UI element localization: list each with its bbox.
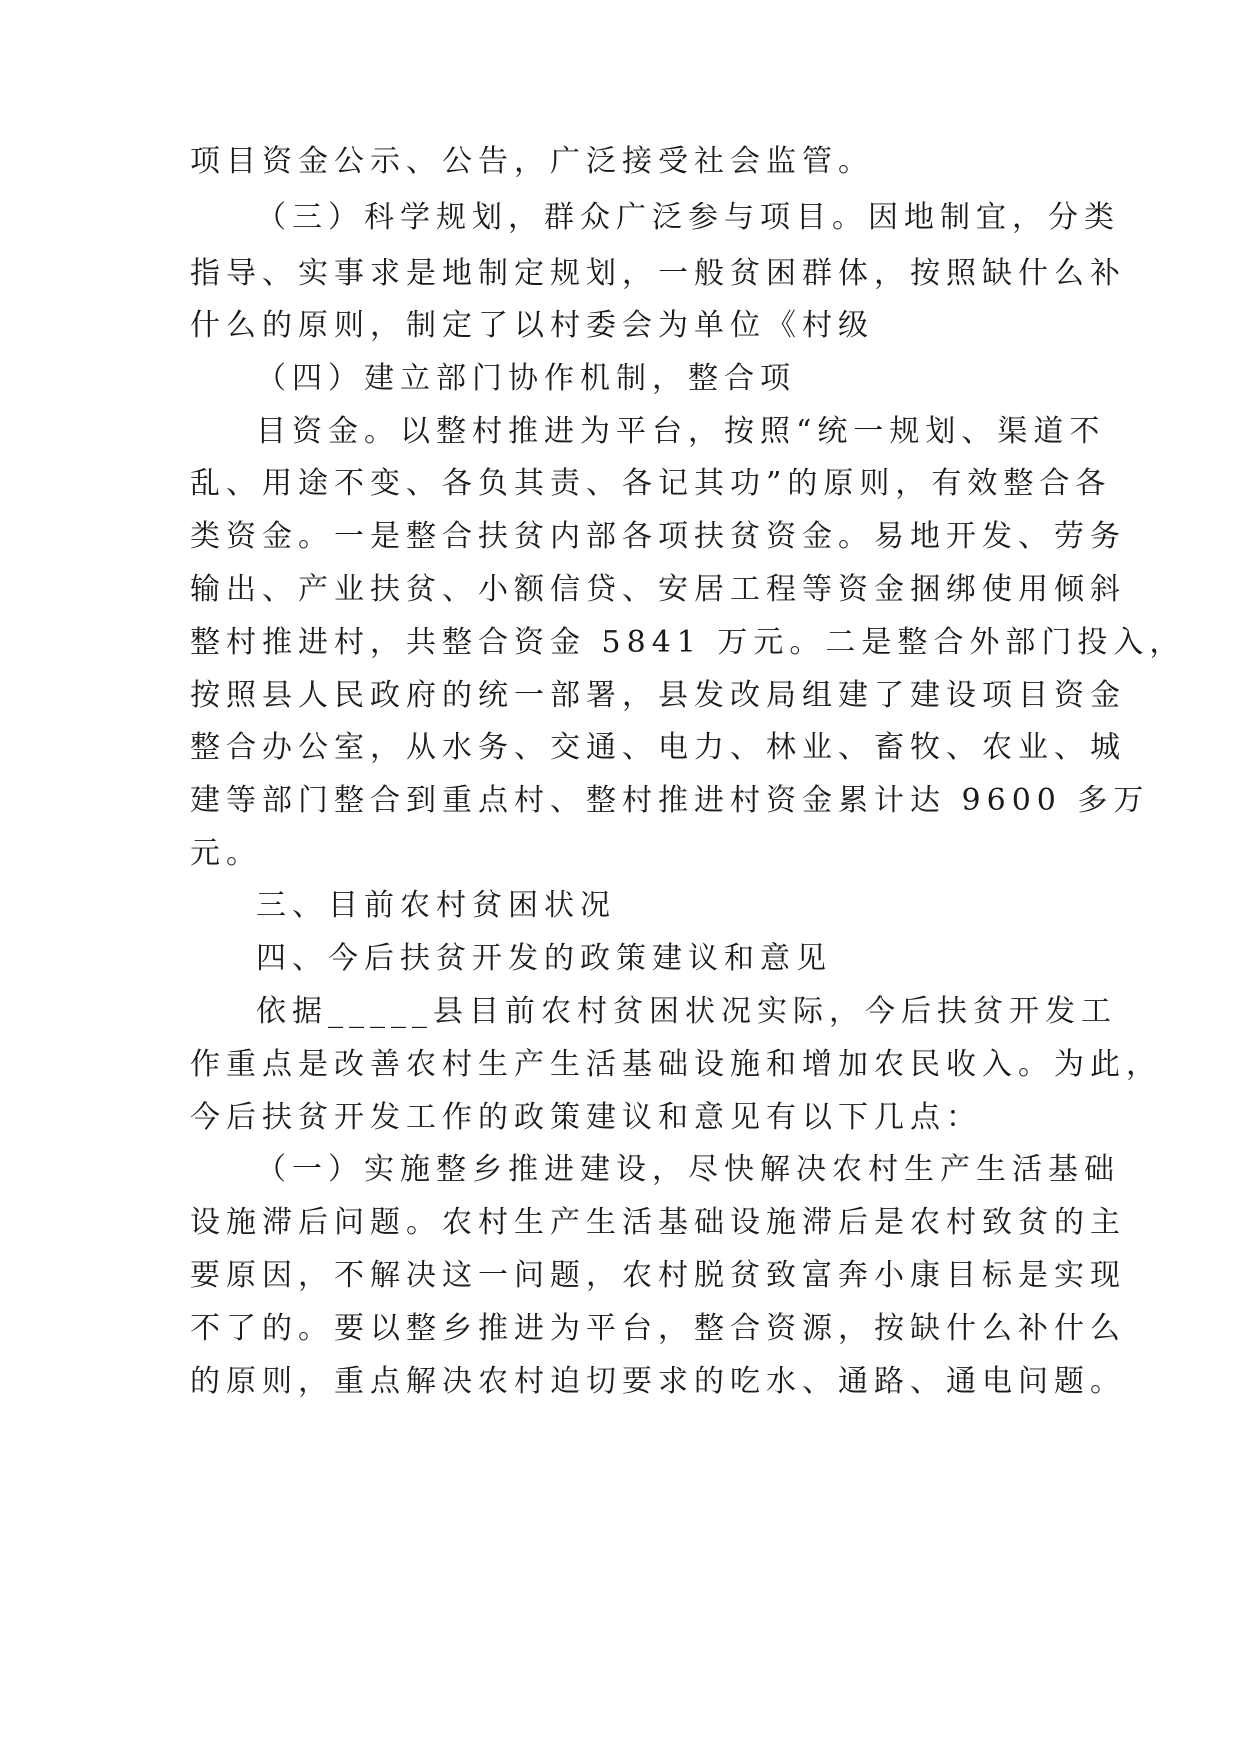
text-line: 什么的原则，制定了以村委会为单位《村级 (190, 308, 874, 343)
text-line: 作重点是改善农村生产生活基础设施和增加农民收入。为此， (190, 1047, 1162, 1082)
text-line: 整村推进村，共整合资金 5841 万元。二是整合外部门投入， (190, 625, 1186, 660)
text-line: 的原则，重点解决农村迫切要求的吃水、通路、通电问题。 (190, 1364, 1126, 1399)
text-line: （三）科学规划，群众广泛参与项目。因地制宜，分类 (256, 200, 1120, 235)
text-line: 目资金。以整村推进为平台，按照“统一规划、渠道不 (256, 414, 1106, 449)
text-line: 今后扶贫开发工作的政策建议和意见有以下几点： (190, 1100, 982, 1135)
text-line: 要原因，不解决这一问题，农村脱贫致富奔小康目标是实现 (190, 1258, 1126, 1293)
text-line: 依据_____县目前农村贫困状况实际，今后扶贫开发工 (256, 994, 1117, 1029)
section-heading: 三、目前农村贫困状况 (256, 888, 616, 923)
text-line: 元。 (190, 836, 262, 871)
text-line: 输出、产业扶贫、小额信贷、安居工程等资金捆绑使用倾斜 (190, 572, 1126, 607)
text-line: 整合办公室，从水务、交通、电力、林业、畜牧、农业、城 (190, 730, 1126, 765)
text-line: 指导、实事求是地制定规划，一般贫困群体，按照缺什么补 (190, 256, 1126, 291)
text-line: （四）建立部门协作机制，整合项 (256, 361, 796, 396)
text-line: 不了的。要以整乡推进为平台，整合资源，按缺什么补什么 (190, 1311, 1126, 1346)
section-heading: 四、今后扶贫开发的政策建议和意见 (256, 941, 832, 976)
text-line: 项目资金公示、公告，广泛接受社会监管。 (190, 144, 874, 179)
text-line: （一）实施整乡推进建设，尽快解决农村生产生活基础 (256, 1152, 1120, 1187)
text-line: 按照县人民政府的统一部署，县发改局组建了建设项目资金 (190, 678, 1126, 713)
text-line: 类资金。一是整合扶贫内部各项扶贫资金。易地开发、劳务 (190, 519, 1126, 554)
text-line: 乱、用途不变、各负其责、各记其功”的原则，有效整合各 (190, 466, 1112, 501)
text-line: 设施滞后问题。农村生产生活基础设施滞后是农村致贫的主 (190, 1205, 1126, 1240)
text-line: 建等部门整合到重点村、整村推进村资金累计达 9600 多万 (190, 783, 1150, 818)
